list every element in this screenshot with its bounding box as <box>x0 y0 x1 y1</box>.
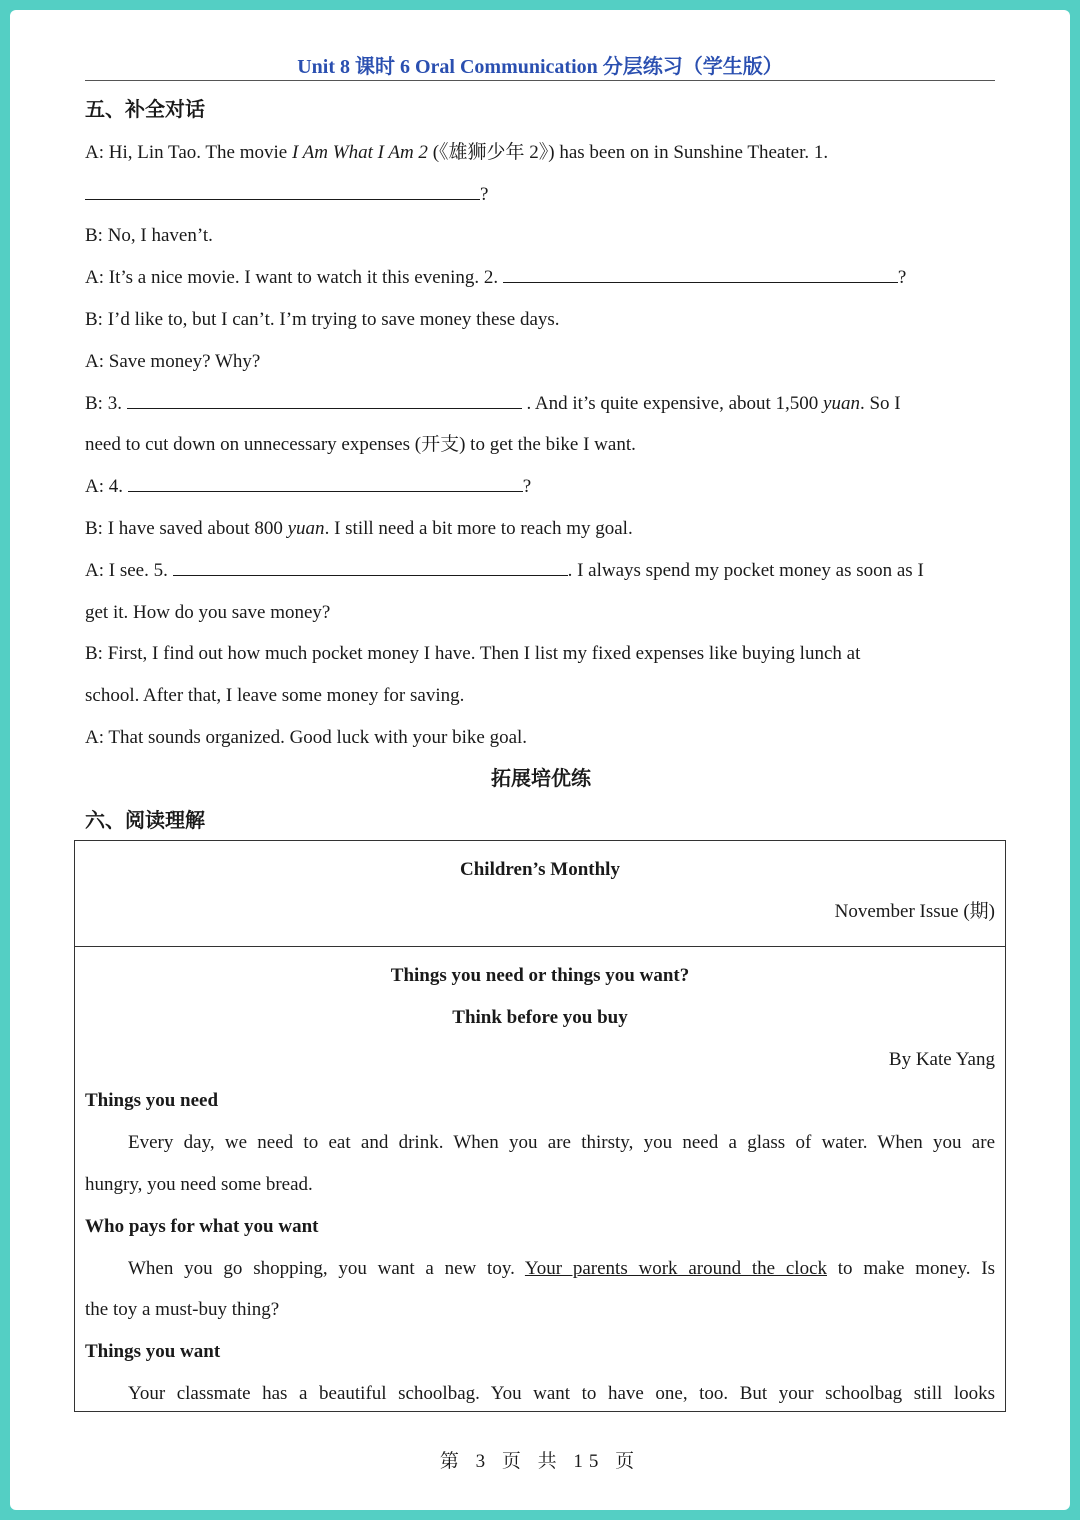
paragraph-3-line-1: Your classmate has a beautiful schoolbag. You want to have one, too. But your schoolbag still looks <box>128 1382 995 1404</box>
answer-blank-4[interactable] <box>128 471 523 492</box>
dialogue-section <box>85 90 997 842</box>
dialogue-line-8: need to cut down on unnecessary expenses (开支) to get the bike I want. <box>85 434 636 456</box>
dialogue-line-10 <box>85 508 997 550</box>
dialogue-text: A: I see. 5. <box>85 559 173 581</box>
dialogue-line-11 <box>85 550 997 592</box>
dialogue-line-2 <box>85 174 997 216</box>
dialogue-text: . I always spend my pocket money as soon as I <box>567 559 924 581</box>
magazine-title: Children’s Monthly <box>460 859 620 880</box>
page-number: 第 3 页 共 15 页 <box>439 1451 641 1472</box>
dialogue-line-4 <box>85 257 997 299</box>
reading-passage-box <box>74 840 1006 1412</box>
dialogue-text: ? <box>522 476 532 498</box>
article-subheading-1: Things you need <box>85 1090 219 1112</box>
dialogue-text: ? <box>897 267 907 289</box>
dialogue-line-9 <box>85 466 997 508</box>
article-subheading-2: Who pays for what you want <box>85 1215 319 1237</box>
paragraph-1-line-2: hungry, you need some bread. <box>85 1173 313 1195</box>
answer-blank-3[interactable] <box>127 388 522 409</box>
answer-blank-2[interactable] <box>503 262 898 283</box>
paragraph-text: to make money. Is <box>827 1257 995 1279</box>
article-body <box>75 955 1005 1415</box>
dialogue-text: B: 3. <box>85 392 127 414</box>
underlined-phrase: Your parents work around the clock <box>524 1257 827 1279</box>
answer-blank-1[interactable] <box>85 179 480 200</box>
magazine-issue: November Issue (期) <box>834 900 995 922</box>
dialogue-text: A: It’s a nice movie. I want to watch it this evening. 2. <box>85 267 503 289</box>
extension-heading: 拓展培优练 <box>491 767 591 790</box>
page-header-title: Unit 8 课时 6 Oral Communication 分层练习（学生版） <box>297 56 783 78</box>
dialogue-line-6: A: Save money? Why? <box>85 350 261 372</box>
section-heading-reading: 六、阅读理解 <box>85 809 205 832</box>
magazine-header <box>75 849 1005 947</box>
header-divider <box>85 80 995 81</box>
section-heading-dialogue: 五、补全对话 <box>85 99 205 121</box>
dialogue-line-12: get it. How do you save money? <box>85 601 331 623</box>
dialogue-text: . And it’s quite expensive, about 1,500 <box>521 392 824 414</box>
article-subtitle: Think before you buy <box>452 1006 628 1028</box>
paragraph-1-line-1: Every day, we need to eat and drink. When you are thirsty, you need a glass of water. When you are <box>128 1132 995 1154</box>
dialogue-line-1 <box>85 132 997 174</box>
currency-word: yuan <box>823 392 860 414</box>
dialogue-text: . I still need a bit more to reach my goal. <box>324 517 633 539</box>
article-author: By Kate Yang <box>888 1048 995 1070</box>
dialogue-text: A: 4. <box>85 476 128 498</box>
movie-title: I Am What I Am 2 <box>291 141 428 163</box>
dialogue-line-14: school. After that, I leave some money for saving. <box>85 685 465 707</box>
article-title: Things you need or things you want? <box>390 965 690 986</box>
dialogue-text: B: I have saved about 800 <box>85 517 288 539</box>
dialogue-line-13: B: First, I find out how much pocket money I have. Then I list my fixed expenses like buying lunch at <box>85 643 861 665</box>
dialogue-text: ? <box>480 183 489 205</box>
paragraph-text: When you go shopping, you want a new toy. <box>128 1257 525 1279</box>
document-page <box>10 10 1070 1510</box>
dialogue-text: . So I <box>859 392 901 414</box>
dialogue-line-7 <box>85 383 997 425</box>
answer-blank-5[interactable] <box>173 555 568 576</box>
dialogue-text: (《雄狮少年 2》) has been on in Sunshine Theater. 1. <box>427 141 829 163</box>
paragraph-2-line-2: the toy a must-buy thing? <box>85 1299 280 1321</box>
dialogue-line-5: B: I’d like to, but I can’t. I’m trying to save money these days. <box>85 308 560 330</box>
dialogue-line-3: B: No, I haven’t. <box>85 225 213 247</box>
dialogue-line-15: A: That sounds organized. Good luck with your bike goal. <box>85 726 528 748</box>
article-subheading-3: Things you want <box>85 1341 221 1363</box>
dialogue-text: A: Hi, Lin Tao. The movie <box>85 141 292 163</box>
paragraph-2-line-1 <box>85 1248 995 1290</box>
currency-word: yuan <box>287 517 325 539</box>
